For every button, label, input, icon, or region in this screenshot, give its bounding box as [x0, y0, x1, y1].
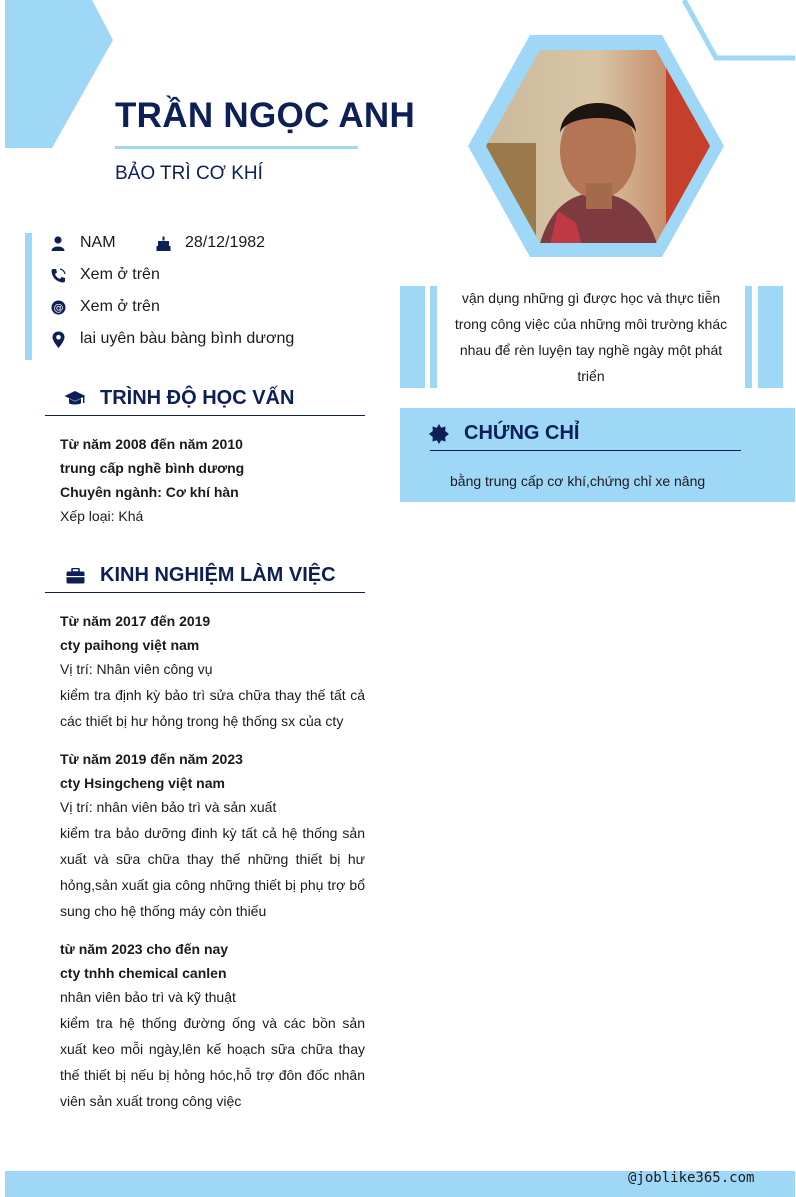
user-icon	[50, 235, 66, 251]
graduation-cap-icon	[64, 388, 86, 410]
experience-heading	[64, 564, 336, 587]
experience-entry	[60, 747, 365, 924]
objective-left-bar	[400, 286, 425, 388]
objective-left-thin-bar	[430, 286, 437, 388]
certificates-text: bằng trung cấp cơ khí,chứng chỉ xe nâng	[450, 473, 706, 489]
email-value: Xem ở trên	[80, 298, 160, 315]
job-description: kiểm tra bảo dưỡng đinh kỳ tất cả hệ thống sản xuất và sữa chữa thay thế những thiết bị hư hỏng,sản xuất gia công những thiết bị phụ trợ bổ sung cho hệ thống máy còn thiếu	[60, 825, 365, 919]
education-major: Chuyên ngành: Cơ khí hàn	[60, 484, 239, 500]
name-underline	[115, 146, 358, 149]
education-grade: Xếp loại: Khá	[60, 508, 144, 524]
job-description: kiểm tra hệ thống đường ống và các bồn sản xuất keo mỗi ngày,lên kế hoạch sữa chữa thay thế thiết bị nếu bị hỏng hóc,hỗ trợ đôn đốc nhân viên sản xuất trong công việc	[60, 1015, 365, 1109]
certificate-badge-icon	[428, 423, 450, 445]
job-position: nhân viên bảo trì và kỹ thuật	[60, 989, 236, 1005]
job-company: cty tnhh chemical canlen	[60, 965, 227, 981]
email-icon	[50, 299, 66, 315]
objective-right-bar	[758, 286, 783, 388]
job-period: từ năm 2023 cho đến nay	[60, 941, 229, 957]
experience-title: KINH NGHIỆM LÀM VIỆC	[100, 564, 336, 586]
birthday-row	[155, 232, 265, 254]
address-row	[50, 328, 294, 350]
candidate-name: TRẦN NGỌC ANH	[115, 96, 416, 135]
job-company: cty paihong việt nam	[60, 637, 200, 653]
certificates-heading	[428, 422, 579, 445]
experience-entry	[60, 937, 365, 1114]
job-period: Từ năm 2017 đến 2019	[60, 613, 211, 629]
profile-photo	[466, 33, 726, 261]
footer-watermark: @joblike365.com	[628, 1170, 755, 1186]
briefcase-icon	[64, 565, 86, 587]
email-row	[50, 296, 160, 318]
job-company: cty Hsingcheng việt nam	[60, 775, 225, 791]
map-pin-icon	[50, 331, 66, 347]
certificates-title: CHỨNG CHỈ	[464, 422, 580, 444]
education-school: trung cấp nghề bình dương	[60, 460, 245, 476]
cake-icon	[155, 235, 171, 251]
birthday-value: 28/12/1982	[185, 234, 266, 251]
education-title: TRÌNH ĐỘ HỌC VẤN	[100, 387, 295, 409]
objective-right-thin-bar	[745, 286, 752, 388]
address-value: lai uyên bàu bàng bình dương	[80, 330, 295, 347]
education-entry	[60, 432, 365, 529]
contact-accent-bar	[25, 233, 32, 360]
education-divider	[45, 415, 365, 416]
phone-icon	[50, 267, 66, 283]
job-description: kiểm tra định kỳ bảo trì sửa chữa thay thế tất cả các thiết bị hư hỏng trong hệ thống sx của cty	[60, 687, 365, 729]
job-title: BẢO TRÌ CƠ KHÍ	[115, 163, 263, 184]
education-period: Từ năm 2008 đến năm 2010	[60, 436, 243, 452]
experience-divider	[45, 592, 365, 593]
education-heading	[64, 387, 294, 410]
svg-text:@: @	[53, 302, 63, 314]
phone-value: Xem ở trên	[80, 266, 160, 283]
phone-row	[50, 264, 160, 286]
experience-list	[60, 609, 365, 1127]
gender-row	[50, 232, 116, 254]
career-objective: vận dụng những gì được học và thực tiễn trong công việc của những môi trường khác nhau để rèn luyện tay nghề ngày một phát triển	[454, 290, 728, 384]
gender-value: NAM	[80, 234, 116, 251]
certificates-divider	[430, 450, 741, 451]
job-position: Vị trí: Nhân viên công vụ	[60, 661, 213, 677]
experience-entry	[60, 609, 365, 734]
job-period: Từ năm 2019 đến năm 2023	[60, 751, 243, 767]
job-position: Vị trí: nhân viên bảo trì và sản xuất	[60, 799, 277, 815]
corner-hexagon-decoration	[0, 0, 120, 150]
